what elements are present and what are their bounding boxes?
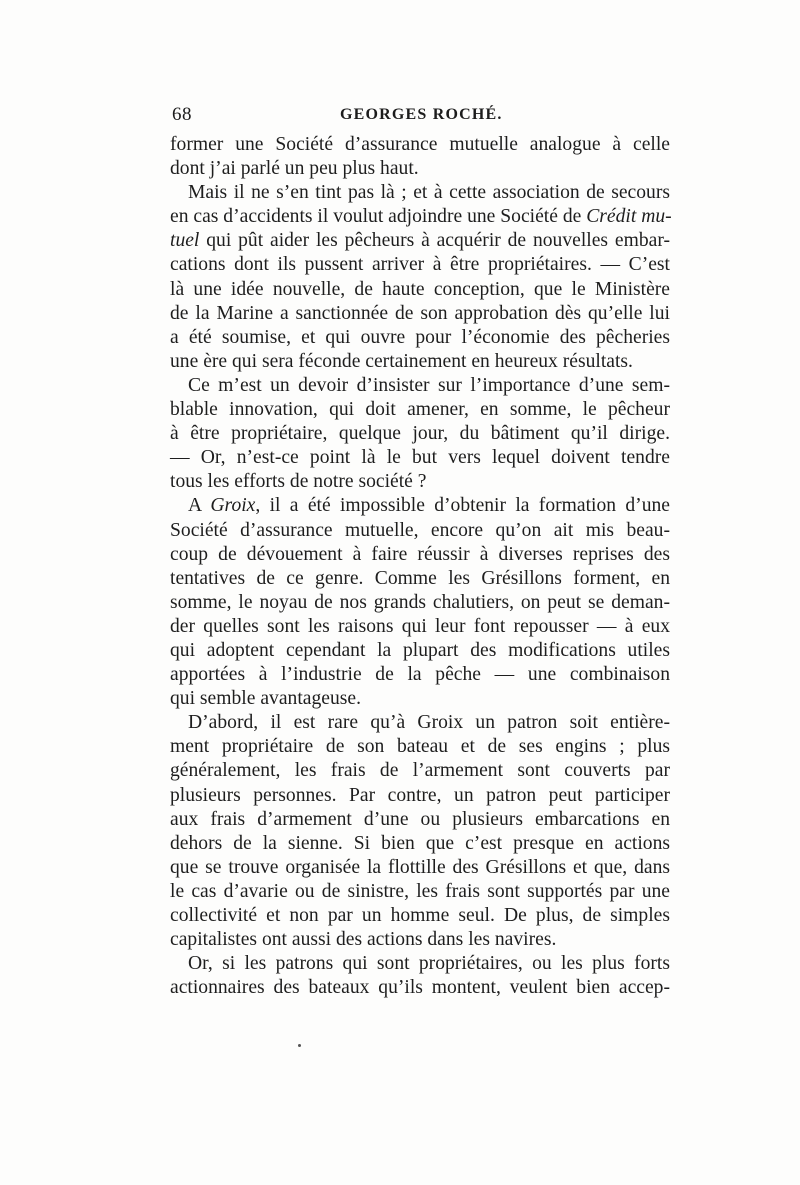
body-text bbox=[170, 133, 670, 1000]
text-line bbox=[170, 398, 670, 422]
text-line bbox=[170, 976, 670, 1000]
running-title: GEORGES ROCHÉ. bbox=[340, 106, 503, 123]
text-run: aux frais d’armement d’une ou plusieurs embarcations en bbox=[170, 808, 670, 830]
text-line bbox=[170, 374, 670, 398]
page-number: 68 bbox=[172, 104, 192, 125]
text-run: — Or, n’est-ce point là le but vers lequel doivent tendre bbox=[170, 447, 670, 469]
text-line bbox=[170, 711, 670, 735]
text-run: D’abord, il est rare qu’à Groix un patron soit entière- bbox=[188, 712, 670, 734]
text-run: qui semble avantageuse. bbox=[170, 688, 361, 710]
text-line bbox=[170, 253, 670, 277]
text-line bbox=[170, 880, 670, 904]
text-line bbox=[170, 157, 670, 181]
text-line bbox=[170, 302, 670, 326]
text-run: Société d’assurance mutuelle, encore qu’on ait mis beau- bbox=[170, 519, 670, 541]
text-run: qui pût aider les pêcheurs à acquérir de nouvelles embar- bbox=[199, 230, 670, 252]
paragraph bbox=[170, 133, 670, 181]
text-run: généralement, les frais de l’armement sont couverts par bbox=[170, 760, 670, 782]
text-run: blable innovation, qui doit amener, en somme, le pêcheur bbox=[170, 399, 670, 421]
text-line bbox=[170, 229, 670, 253]
text-run: , il a été impossible d’obtenir la formation d’une bbox=[255, 495, 670, 517]
paper-speck bbox=[298, 1044, 301, 1047]
paragraph bbox=[170, 494, 670, 711]
text-run: dehors de la sienne. Si bien que c’est presque en actions bbox=[170, 832, 670, 854]
text-line bbox=[170, 928, 670, 952]
text-line bbox=[170, 181, 670, 205]
text-run: Or, si les patrons qui sont propriétaires, ou les plus forts bbox=[188, 953, 670, 975]
running-head bbox=[172, 104, 666, 134]
text-run: tentatives de ce genre. Comme les Grésillons forment, en bbox=[170, 567, 670, 589]
text-line bbox=[170, 494, 670, 518]
text-line bbox=[170, 615, 670, 639]
text-line bbox=[170, 422, 670, 446]
text-run: tous les efforts de notre société ? bbox=[170, 471, 427, 493]
text-run: plusieurs personnes. Par contre, un patron peut participer bbox=[170, 784, 670, 806]
text-line bbox=[170, 759, 670, 783]
text-run: ment propriétaire de son bateau et de ses engins ; plus bbox=[170, 736, 670, 758]
text-run: collectivité et non par un homme seul. De plus, de simples bbox=[170, 905, 670, 926]
italic-run: Groix bbox=[210, 495, 256, 517]
text-run: former une Société d’assurance mutuelle analogue à celle bbox=[170, 134, 670, 155]
text-run: une ère qui sera féconde certainement en heureux résultats. bbox=[170, 350, 633, 372]
text-run: actionnaires des bateaux qu’ils montent, veulent bien accep- bbox=[170, 977, 670, 999]
text-run: Mais il ne s’en tint pas là ; et à cette association de secours bbox=[188, 182, 670, 204]
text-line bbox=[170, 952, 670, 976]
text-line bbox=[170, 832, 670, 856]
text-line bbox=[170, 205, 670, 229]
text-line bbox=[170, 519, 670, 543]
text-line bbox=[170, 663, 670, 687]
text-line bbox=[170, 278, 670, 302]
text-line bbox=[170, 470, 670, 494]
text-line bbox=[170, 591, 670, 615]
text-line bbox=[170, 543, 670, 567]
text-line bbox=[170, 567, 670, 591]
text-run: là une idée nouvelle, de haute conception, que le Ministère bbox=[170, 278, 670, 300]
paragraph bbox=[170, 711, 670, 952]
text-run: apportées à l’industrie de la pêche — une combinaison bbox=[170, 664, 670, 686]
text-line bbox=[170, 639, 670, 663]
paragraph bbox=[170, 952, 670, 1000]
text-run: A bbox=[188, 495, 211, 517]
text-run: der quelles sont les raisons qui leur font repousser — à eux bbox=[170, 615, 670, 637]
text-run: que se trouve organisée la flottille des Grésillons et que, dans bbox=[170, 856, 670, 878]
text-run: dont j’ai parlé un peu plus haut. bbox=[170, 158, 419, 180]
text-line bbox=[170, 904, 670, 928]
text-line bbox=[170, 735, 670, 759]
text-line bbox=[170, 326, 670, 350]
text-run: a été soumise, et qui ouvre pour l’économie des pêcheries bbox=[170, 326, 670, 348]
italic-run: Crédit mu- bbox=[586, 206, 672, 228]
text-run: de la Marine a sanctionnée de son approbation dès qu’elle lui bbox=[170, 302, 670, 324]
text-run: qui adoptent cependant la plupart des modifications utiles bbox=[170, 639, 670, 661]
paragraph bbox=[170, 181, 670, 374]
text-line bbox=[170, 687, 670, 711]
text-run: cations dont ils pussent arriver à être propriétaires. — C’est bbox=[170, 254, 670, 276]
paragraph bbox=[170, 374, 670, 494]
text-line bbox=[170, 784, 670, 808]
text-run: le cas d’avarie ou de sinistre, les frais sont supportés par une bbox=[170, 880, 670, 902]
text-run: en cas d’accidents il voulut adjoindre une Société de bbox=[170, 206, 587, 228]
text-line bbox=[170, 446, 670, 470]
text-line bbox=[170, 350, 670, 374]
text-line bbox=[170, 808, 670, 832]
text-run: à être propriétaire, quelque jour, du bâtiment qu’il dirige. bbox=[170, 423, 670, 445]
text-run: coup de dévouement à faire réussir à diverses reprises des bbox=[170, 543, 670, 565]
text-line bbox=[170, 133, 670, 157]
text-run: somme, le noyau de nos grands chalutiers, on peut se deman- bbox=[170, 591, 670, 613]
italic-run: tuel bbox=[170, 230, 200, 252]
text-line bbox=[170, 856, 670, 880]
text-run: Ce m’est un devoir d’insister sur l’importance d’une sem- bbox=[188, 374, 670, 396]
text-run: capitalistes ont aussi des actions dans les navires. bbox=[170, 929, 557, 951]
